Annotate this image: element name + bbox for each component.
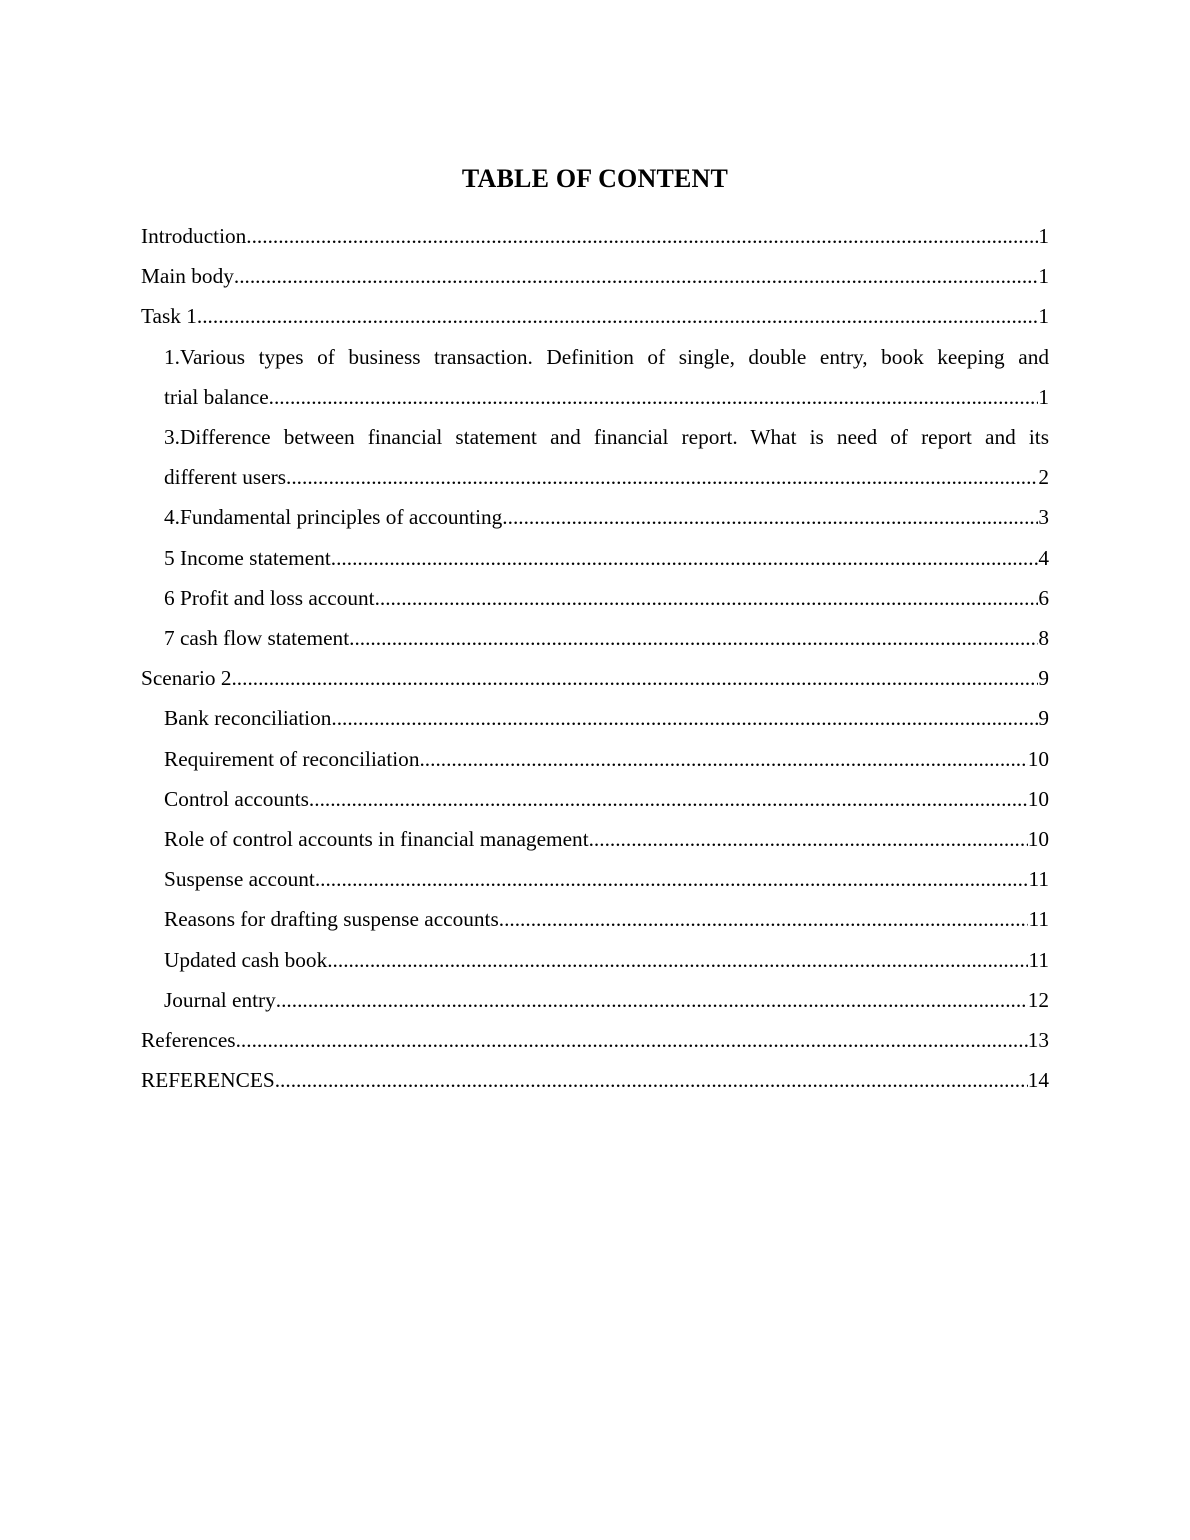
toc-entry-text: Bank reconciliation [164,706,332,731]
toc-page-number: 8 [1038,626,1049,651]
toc-entry[interactable] [141,980,1049,1020]
toc-entry-text: Role of control accounts in financial management [164,827,589,852]
toc-entry[interactable] [141,256,1049,296]
toc-page-number: 4 [1038,545,1049,570]
dot-leader [419,739,1027,779]
toc-entry-text: Journal entry [164,987,276,1012]
toc-entry-text: REFERENCES [141,1068,275,1093]
toc-entry-first-line: 3.Difference between financial statement and financial report. What is need of report and its [164,425,1049,450]
toc-entry[interactable] [141,859,1049,899]
dot-leader [236,1020,1028,1060]
toc-entry-text: Scenario 2 [141,666,232,691]
toc-entry-text: Control accounts [164,786,309,811]
dot-leader [331,538,1039,578]
toc-page-number: 9 [1038,706,1049,731]
dot-leader [499,899,1029,939]
toc-page-number: 9 [1038,666,1049,691]
dot-leader [197,296,1038,336]
toc-page-number: 6 [1038,585,1049,610]
dot-leader [375,578,1039,618]
toc-page-number: 10 [1027,827,1049,852]
dot-leader [309,779,1028,819]
toc-page-number: 1 [1038,224,1049,248]
toc-page-number: 14 [1027,1068,1049,1093]
toc-entry[interactable] [141,1020,1049,1060]
toc-entry-text: Main body [141,264,234,289]
toc-page-number: 1 [1038,384,1049,409]
toc-page-number: 12 [1027,987,1049,1012]
toc-entry-text: 4.Fundamental principles of accounting [164,505,503,530]
toc-entry-text: Requirement of reconciliation [164,746,420,771]
toc-page-number: 1 [1038,264,1049,289]
page-title: TABLE OF CONTENT [461,164,729,193]
dot-leader [349,618,1038,658]
dot-leader [269,377,1039,417]
toc-entry[interactable] [141,899,1049,939]
toc-entry[interactable] [141,658,1049,698]
toc-entry[interactable] [141,819,1049,859]
toc-page-number: 10 [1027,786,1049,811]
toc-entry[interactable] [141,779,1049,819]
toc-entry-text: Task 1 [141,304,197,329]
toc-entry[interactable] [141,538,1049,578]
toc-entry-text: Suspense account [164,867,315,892]
toc-page-number: 11 [1028,907,1049,932]
dot-leader [276,980,1028,1020]
table-of-contents [141,216,1049,1100]
toc-page-number: 1 [1038,304,1049,329]
toc-page-number: 3 [1038,505,1049,530]
dot-leader [231,658,1038,698]
dot-leader [275,1060,1028,1100]
toc-page-number: 13 [1027,1028,1049,1053]
dot-leader [286,457,1038,497]
dot-leader [589,819,1028,859]
toc-page-number: 2 [1038,465,1049,490]
toc-entry[interactable] [141,940,1049,980]
dot-leader [331,698,1038,738]
toc-entry-text: Updated cash book [164,947,328,972]
toc-entry-text: Reasons for drafting suspense accounts [164,907,499,932]
toc-entry[interactable] [141,578,1049,618]
toc-entry-text: different users [164,465,287,490]
toc-entry-text: 5 Income statement [164,545,331,570]
toc-entry[interactable] [141,417,1049,497]
toc-page-number: 11 [1028,947,1049,972]
dot-leader [246,216,1038,256]
toc-entry-text: trial balance [164,384,269,409]
toc-page-number: 11 [1028,867,1049,892]
dot-leader [502,497,1038,537]
dot-leader [234,256,1038,296]
toc-entry[interactable] [141,296,1049,336]
toc-entry-text: 7 cash flow statement [164,626,350,651]
toc-entry[interactable] [141,618,1049,658]
toc-entry[interactable] [141,216,1049,256]
toc-entry[interactable] [141,497,1049,537]
dot-leader [315,859,1029,899]
toc-entry[interactable] [141,739,1049,779]
toc-entry-text: Introduction [141,224,247,248]
toc-entry-text: 6 Profit and loss account [164,585,375,610]
toc-page-number: 10 [1027,746,1049,771]
toc-entry[interactable] [141,1060,1049,1100]
toc-entry[interactable] [141,337,1049,417]
dot-leader [327,940,1028,980]
toc-entry-text: References [141,1028,236,1053]
toc-entry-first-line: 1.Various types of business transaction. Definition of single, double entry, book keeping and [164,344,1049,369]
toc-entry[interactable] [141,698,1049,738]
